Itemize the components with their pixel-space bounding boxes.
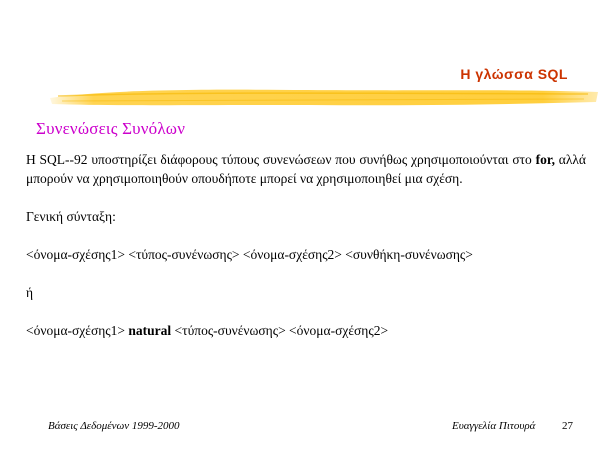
footer-author: Ευαγγελία Πιτουρά <box>452 420 536 432</box>
natural-syntax-line <box>26 321 586 340</box>
syntax-line: <όνομα-σχέσης1> <τύπος-συνένωσης> <όνομα-σχέσης2> <συνθήκη-συνένωσης> <box>26 247 473 262</box>
highlighter-stroke <box>48 84 600 110</box>
body-text <box>26 150 586 340</box>
footer-course: Βάσεις Δεδομένων 1999-2000 <box>48 420 180 432</box>
syntax-label: Γενική σύνταξη: <box>26 209 116 224</box>
natural-suffix: <τύπος-συνένωσης> <όνομα-σχέσης2> <box>171 323 389 338</box>
intro-text-1: Η SQL--92 υποστηρίζει διάφορους τύπους συνενώσεων που συνήθως χρησιμοποιούνται στο <box>26 152 536 167</box>
section-title: Συνενώσεις Συνόλων <box>36 119 186 138</box>
for-keyword: for, <box>535 152 555 167</box>
header-title: Η γλώσσα SQL <box>460 66 568 82</box>
natural-keyword: natural <box>128 323 172 338</box>
or-word: ή <box>26 285 34 300</box>
footer-page-number: 27 <box>562 420 573 432</box>
natural-prefix: <όνομα-σχέσης1> <box>26 323 129 338</box>
intro-text-2: αλλά μπορούν να χρησιμοποιηθούν οπουδήποτε μπορεί να χρησιμοποιηθεί μια σχέση. <box>26 152 586 186</box>
intro-paragraph <box>26 150 586 188</box>
